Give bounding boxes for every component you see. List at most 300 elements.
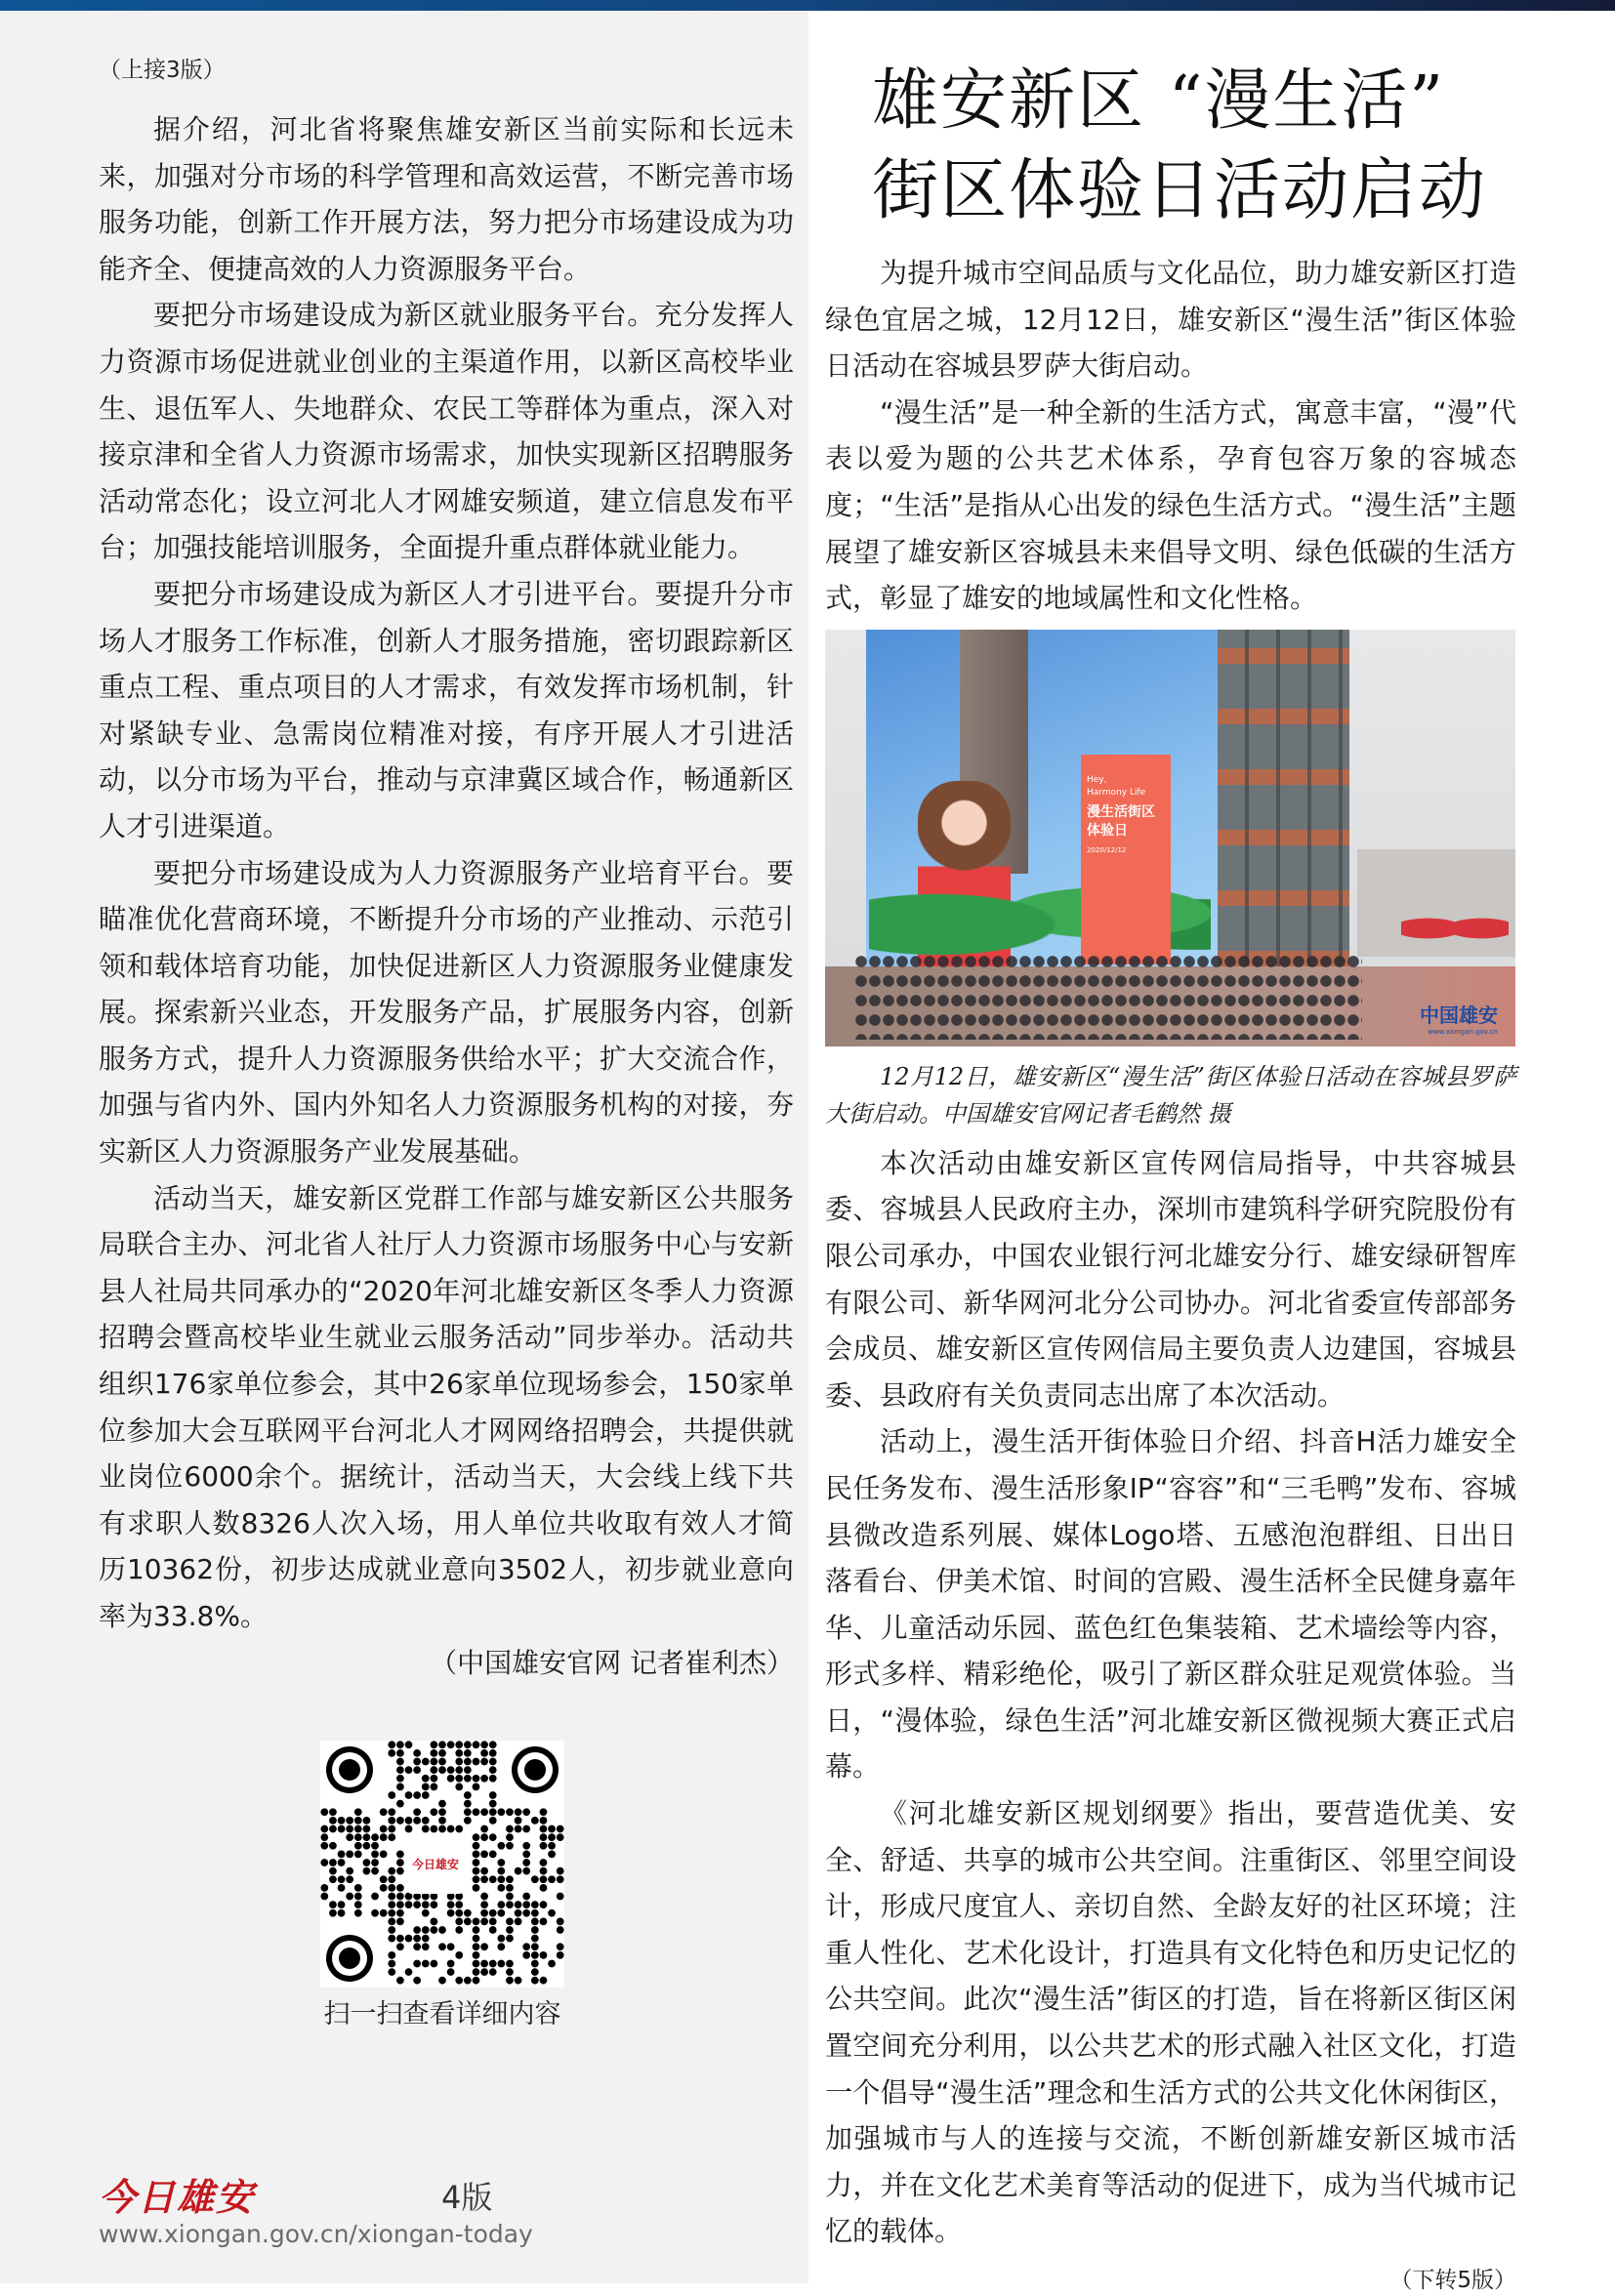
qr-module [396, 1935, 404, 1943]
qr-module [396, 1859, 404, 1866]
qr-module [396, 1784, 404, 1791]
qr-module [473, 1784, 480, 1791]
qr-module [557, 1876, 564, 1884]
qr-module [405, 1901, 413, 1908]
qr-module [531, 1935, 539, 1943]
paragraph: 要把分市场建设成为新区就业服务平台。充分发挥人力资源市场促进就业创业的主渠道作用，以新区高校毕业生、退伍军人、失地群众、农民工等群体为重点，深入对接京津和全省人力资源市场需求，加快实现新区招聘服务活动常态化；设立河北人才网雄安频道，建立信息发布平台；加强技能培训服务，全面提升重点群体就业能力。 [99, 299, 794, 564]
qr-module [497, 1809, 505, 1817]
qr-module [540, 1842, 548, 1850]
qr-module [497, 1876, 505, 1884]
qr-module [396, 1800, 404, 1808]
qr-module [413, 1809, 421, 1817]
qr-module [531, 1926, 539, 1934]
qr-module [464, 1749, 472, 1757]
qr-module [557, 1893, 564, 1901]
qr-module [506, 1977, 514, 1985]
qr-module [388, 1918, 395, 1926]
qr-module [329, 1867, 337, 1875]
qr-module [480, 1833, 488, 1841]
qr-module [388, 1876, 395, 1884]
left-article-body [99, 106, 794, 1686]
paragraph: “漫生活”是一种全新的生活方式，寓意丰富，“漫”代表以爱为题的公共艺术体系，孕育包容万象的容城态度；“生活”是指从心出发的绿色生活方式。“漫生活”主题展望了雄安新区容城县未来倡导文明、绿色低碳的生活方式，彰显了雄安的地域属性和文化性格。 [825, 395, 1516, 615]
photo-caption [825, 1058, 1516, 1132]
qr-module [489, 1742, 497, 1749]
qr-module [515, 1977, 522, 1985]
qr-module [422, 1935, 430, 1943]
qr-module [464, 1977, 472, 1985]
qr-module [438, 1926, 446, 1934]
qr-module [388, 1909, 395, 1917]
qr-module [431, 1766, 438, 1774]
qr-module [371, 1851, 379, 1859]
qr-module [522, 1951, 530, 1959]
sign-text: Harmony Life [1087, 787, 1146, 798]
qr-module [548, 1825, 556, 1833]
qr-module [447, 1968, 455, 1976]
footer-url[interactable]: www.xiongan.gov.cn/xiongan-today [99, 2220, 533, 2248]
qr-module [464, 1766, 472, 1774]
qr-module [380, 1876, 388, 1884]
qr-module [557, 1944, 564, 1951]
qr-module [388, 1951, 395, 1959]
left-column [99, 55, 794, 2251]
qr-module [473, 1867, 480, 1875]
qr-module [438, 1742, 446, 1749]
qr-module [354, 1884, 362, 1892]
continued-from-label: （上接3版） [99, 58, 226, 83]
qr-module [371, 1859, 379, 1866]
qr-module [540, 1809, 548, 1817]
qr-module [447, 1960, 455, 1968]
qr-module [422, 1901, 430, 1908]
qr-module [515, 1825, 522, 1833]
qr-module [506, 1935, 514, 1943]
qr-module [480, 1775, 488, 1783]
qr-module [354, 1825, 362, 1833]
qr-module [396, 1851, 404, 1859]
event-sign [1081, 755, 1171, 964]
qr-module [455, 1977, 463, 1985]
qr-module [531, 1968, 539, 1976]
qr-module [557, 1867, 564, 1875]
qr-module [480, 1809, 488, 1817]
qr-module [405, 1791, 413, 1799]
qr-module [363, 1867, 371, 1875]
sign-text: 漫生活街区 [1087, 803, 1155, 820]
qr-module [438, 1766, 446, 1774]
qr-module [396, 1766, 404, 1774]
qr-module [473, 1851, 480, 1859]
qr-module [438, 1800, 446, 1808]
qr-module [438, 1809, 446, 1817]
qr-module [329, 1901, 337, 1908]
qr-module [405, 1968, 413, 1976]
qr-module [522, 1944, 530, 1951]
qr-module [506, 1884, 514, 1892]
qr-module [447, 1944, 455, 1951]
qr-module [473, 1951, 480, 1959]
qr-module [422, 1784, 430, 1791]
qr-module [346, 1825, 353, 1833]
qr-module [431, 1825, 438, 1833]
qr-module [413, 1935, 421, 1943]
qr-module [473, 1842, 480, 1850]
qr-module [464, 1909, 472, 1917]
qr-module [413, 1758, 421, 1766]
qr-module [431, 1809, 438, 1817]
qr-module [396, 1749, 404, 1757]
qr-module [548, 1876, 556, 1884]
qr-module [473, 1809, 480, 1817]
watermark-text: 中国雄安 [1420, 1003, 1498, 1027]
qr-code[interactable] [320, 1741, 564, 1988]
qr-module [388, 1960, 395, 1968]
qr-module [405, 1742, 413, 1749]
qr-module [422, 1960, 430, 1968]
qr-module [464, 1775, 472, 1783]
qr-module [515, 1909, 522, 1917]
qr-module [329, 1909, 337, 1917]
qr-module [473, 1859, 480, 1866]
qr-module [497, 1935, 505, 1943]
qr-module [531, 1817, 539, 1824]
qr-module [515, 1901, 522, 1908]
qr-module [338, 1851, 346, 1859]
qr-module [557, 1833, 564, 1841]
qr-module [371, 1833, 379, 1841]
qr-module [354, 1833, 362, 1841]
qr-module [464, 1791, 472, 1799]
qr-module [413, 1901, 421, 1908]
qr-module [531, 1944, 539, 1951]
qr-module [338, 1876, 346, 1884]
qr-module [363, 1842, 371, 1850]
qr-module [473, 1935, 480, 1943]
qr-module [388, 1926, 395, 1934]
qr-module [346, 1851, 353, 1859]
qr-module [431, 1960, 438, 1968]
qr-module [354, 1809, 362, 1817]
qr-module [506, 1833, 514, 1841]
title-line: 雄安新区 “漫生活” [872, 62, 1446, 140]
qr-module [506, 1825, 514, 1833]
qr-module [447, 1901, 455, 1908]
qr-module [480, 1918, 488, 1926]
qr-module [480, 1876, 488, 1884]
qr-module [455, 1901, 463, 1908]
qr-module [522, 1893, 530, 1901]
qr-module [464, 1918, 472, 1926]
paragraph: 据介绍，河北省将聚焦雄安新区当前实际和长远未来，加强对分市场的科学管理和高效运营，不断完善市场服务功能，创新工作开展方法，努力把分市场建设成为功能齐全、便捷高效的人力资源服务平台。 [99, 113, 794, 285]
qr-module [506, 1901, 514, 1908]
qr-module [354, 1893, 362, 1901]
qr-module [464, 1809, 472, 1817]
qr-module [455, 1951, 463, 1959]
qr-module [413, 1749, 421, 1757]
qr-module [396, 1884, 404, 1892]
qr-module [431, 1901, 438, 1908]
qr-module [540, 1901, 548, 1908]
qr-module [506, 1876, 514, 1884]
qr-module [422, 1817, 430, 1824]
qr-module [557, 1825, 564, 1833]
qr-module [338, 1825, 346, 1833]
qr-module [447, 1909, 455, 1917]
qr-module [438, 1749, 446, 1757]
qr-module [413, 1944, 421, 1951]
qr-module [540, 1825, 548, 1833]
qr-module [473, 1876, 480, 1884]
qr-module [464, 1800, 472, 1808]
qr-module [380, 1851, 388, 1859]
page-number: 4版 [441, 2179, 493, 2216]
qr-module [506, 1968, 514, 1976]
qr-module [438, 1825, 446, 1833]
qr-module [473, 1918, 480, 1926]
qr-module [422, 1825, 430, 1833]
qr-module [431, 1926, 438, 1934]
qr-module [540, 1884, 548, 1892]
qr-module [464, 1742, 472, 1749]
qr-module [338, 1901, 346, 1908]
right-article-body [825, 1140, 1516, 2255]
qr-module [380, 1909, 388, 1917]
qr-module [548, 1851, 556, 1859]
qr-module [480, 1944, 488, 1951]
qr-module [431, 1742, 438, 1749]
qr-module [338, 1817, 346, 1824]
qr-module [522, 1859, 530, 1866]
qr-module [346, 1867, 353, 1875]
qr-module [473, 1833, 480, 1841]
qr-module [455, 1926, 463, 1934]
qr-module [388, 1742, 395, 1749]
qr-module [489, 1876, 497, 1884]
qr-center-logo: 今日雄安 [406, 1835, 465, 1894]
qr-module [413, 1926, 421, 1934]
qr-module [422, 1775, 430, 1783]
qr-module [540, 1977, 548, 1985]
qr-module [497, 1909, 505, 1917]
qr-module [540, 1918, 548, 1926]
paragraph: 为提升城市空间品质与文化品位，助力雄安新区打造绿色宜居之城，12月12日，雄安新区“漫生活”街区体验日活动在容城县罗萨大街启动。 [825, 257, 1516, 383]
right-column [825, 250, 1516, 2296]
qr-module [473, 1742, 480, 1749]
qr-module [489, 1791, 497, 1799]
qr-module [455, 1909, 463, 1917]
qr-module [413, 1766, 421, 1774]
article-title [872, 57, 1487, 236]
qr-module [413, 1960, 421, 1968]
qr-module [473, 1884, 480, 1892]
qr-module [464, 1817, 472, 1824]
qr-module [388, 1901, 395, 1908]
qr-module [320, 1809, 328, 1817]
qr-module [497, 1944, 505, 1951]
qr-module [455, 1758, 463, 1766]
qr-module [363, 1859, 371, 1866]
qr-module [515, 1817, 522, 1824]
qr-module [522, 1909, 530, 1917]
qr-module [473, 1926, 480, 1934]
qr-module [548, 1842, 556, 1850]
qr-module [548, 1833, 556, 1841]
qr-module [388, 1893, 395, 1901]
qr-module [431, 1749, 438, 1757]
qr-module [489, 1749, 497, 1757]
qr-module [473, 1944, 480, 1951]
qr-module [329, 1876, 337, 1884]
qr-module [338, 1859, 346, 1866]
qr-module [388, 1791, 395, 1799]
qr-module [396, 1977, 404, 1985]
qr-module [515, 1809, 522, 1817]
qr-module [455, 1775, 463, 1783]
qr-module [354, 1851, 362, 1859]
qr-module [422, 1791, 430, 1799]
qr-module [338, 1884, 346, 1892]
qr-module [380, 1809, 388, 1817]
qr-finder [339, 1948, 360, 1969]
continued-to-label: （下转5版） [1389, 2268, 1516, 2293]
qr-finder [339, 1759, 360, 1781]
qr-module [455, 1825, 463, 1833]
qr-module [413, 1817, 421, 1824]
qr-module [320, 1842, 328, 1850]
top-banner-bar [0, 0, 1615, 11]
photo-watermark [1420, 1004, 1498, 1037]
qr-module [548, 1909, 556, 1917]
qr-module [346, 1893, 353, 1901]
qr-module [380, 1833, 388, 1841]
qr-module [431, 1775, 438, 1783]
qr-module [515, 1867, 522, 1875]
qr-module [413, 1977, 421, 1985]
qr-module [522, 1851, 530, 1859]
qr-module [455, 1918, 463, 1926]
qr-module [438, 1758, 446, 1766]
qr-module [329, 1809, 337, 1817]
qr-module [473, 1775, 480, 1783]
qr-module [489, 1909, 497, 1917]
qr-module [320, 1893, 328, 1901]
qr-module [405, 1825, 413, 1833]
qr-module [405, 1935, 413, 1943]
qr-module [497, 1842, 505, 1850]
qr-module [531, 1977, 539, 1985]
qr-module [388, 1867, 395, 1875]
right-article-intro [825, 250, 1516, 622]
qr-module [522, 1842, 530, 1850]
qr-module [320, 1884, 328, 1892]
page-footer [99, 2177, 794, 2251]
qr-module [506, 1926, 514, 1934]
qr-module [515, 1918, 522, 1926]
qr-module [540, 1867, 548, 1875]
qr-module [480, 1825, 488, 1833]
paragraph: 活动上，漫生活开街体验日介绍、抖音H活力雄安全民任务发布、漫生活形象IP“容容”和“三毛鸭”发布、容城县微改造系列展、媒体Logo塔、五感泡泡群组、日出日落看台、伊美术馆、时间的宫殿、漫生活杯全民健身嘉年华、儿童活动乐园、蓝色红色集装箱、艺术墙绘等内容，形式多样、精彩绝伦，吸引了新区群众驻足观赏体验。当日，“漫体验，绿色生活”河北雄安新区微视频大赛正式启幕。 [825, 1425, 1516, 1784]
qr-module [489, 1851, 497, 1859]
paragraph: 活动当天，雄安新区党群工作部与雄安新区公共服务局联合主办、河北省人社厅人力资源市场服务中心与安新县人社局共同承办的“2020年河北雄安新区冬季人力资源招聘会暨高校毕业生就业云服务活动”同步举办。活动共组织176家单位参会，其中26家单位现场参会，150家单位参加大会互联网平台河北人才网网络招聘会，共提供就业岗位6000余个。据统计，活动当天，大会线上线下共有求职人数8326人次入场，用人单位共收取有效人才简历10362份，初步达成就业意向3502人，初步就业意向率为33.8%。 [99, 1181, 794, 1632]
building-windows [1218, 630, 1349, 966]
qr-module [531, 1876, 539, 1884]
qr-module [320, 1859, 328, 1866]
caption-text: 12月12日，雄安新区“漫生活”街区体验日活动在容城县罗萨大街启动。中国雄安官网记者毛鹤然 摄 [825, 1062, 1516, 1128]
qr-module [363, 1817, 371, 1824]
crowd [854, 952, 1362, 1040]
qr-module [396, 1775, 404, 1783]
qr-module [431, 1758, 438, 1766]
qr-module [540, 1817, 548, 1824]
sign-text: 体验日 [1087, 822, 1128, 839]
qr-module [396, 1901, 404, 1908]
paragraph: 本次活动由雄安新区宣传网信局指导，中共容城县委、容城县人民政府主办，深圳市建筑科学研究院股份有限公司承办，中国农业银行河北雄安分行、雄安绿研智库有限公司、新华网河北分公司协办。河北省委宣传部部务会成员、雄安新区宣传网信局主要负责人边建国，容城县委、县政府有关负责同志出席了本次活动。 [825, 1146, 1516, 1412]
qr-module [473, 1968, 480, 1976]
qr-module [422, 1909, 430, 1917]
qr-module [489, 1800, 497, 1808]
qr-module [522, 1825, 530, 1833]
qr-module [455, 1784, 463, 1791]
qr-module [431, 1918, 438, 1926]
qr-module [447, 1825, 455, 1833]
sign-text: 2020/12/12 [1087, 845, 1127, 854]
qr-module [506, 1918, 514, 1926]
qr-module [480, 1749, 488, 1757]
qr-module [557, 1951, 564, 1959]
qr-module [480, 1758, 488, 1766]
qr-module [557, 1926, 564, 1934]
qr-module [422, 1758, 430, 1766]
qr-module [531, 1951, 539, 1959]
qr-module [405, 1817, 413, 1824]
qr-module [489, 1918, 497, 1926]
qr-module [531, 1901, 539, 1908]
qr-module [371, 1893, 379, 1901]
qr-module [329, 1842, 337, 1850]
qr-module [329, 1817, 337, 1824]
qr-module [380, 1884, 388, 1892]
qr-module [320, 1833, 328, 1841]
sign-text: Hey, [1087, 774, 1107, 785]
qr-module [388, 1817, 395, 1824]
qr-module [506, 1809, 514, 1817]
qr-module [489, 1817, 497, 1824]
qr-module [557, 1918, 564, 1926]
qr-module [489, 1809, 497, 1817]
qr-module [489, 1968, 497, 1976]
qr-module [396, 1918, 404, 1926]
qr-module [489, 1775, 497, 1783]
qr-module [380, 1825, 388, 1833]
qr-module [422, 1944, 430, 1951]
qr-module [540, 1951, 548, 1959]
qr-module [480, 1968, 488, 1976]
qr-module [354, 1901, 362, 1908]
qr-module [388, 1749, 395, 1757]
qr-module [363, 1825, 371, 1833]
qr-module [489, 1926, 497, 1934]
qr-module [548, 1960, 556, 1968]
qr-module [464, 1758, 472, 1766]
qr-block [320, 1741, 568, 2032]
qr-module [396, 1944, 404, 1951]
qr-module [396, 1909, 404, 1917]
qr-module [388, 1935, 395, 1943]
qr-module [480, 1742, 488, 1749]
qr-module [497, 1859, 505, 1866]
qr-module [480, 1901, 488, 1908]
qr-module [388, 1825, 395, 1833]
